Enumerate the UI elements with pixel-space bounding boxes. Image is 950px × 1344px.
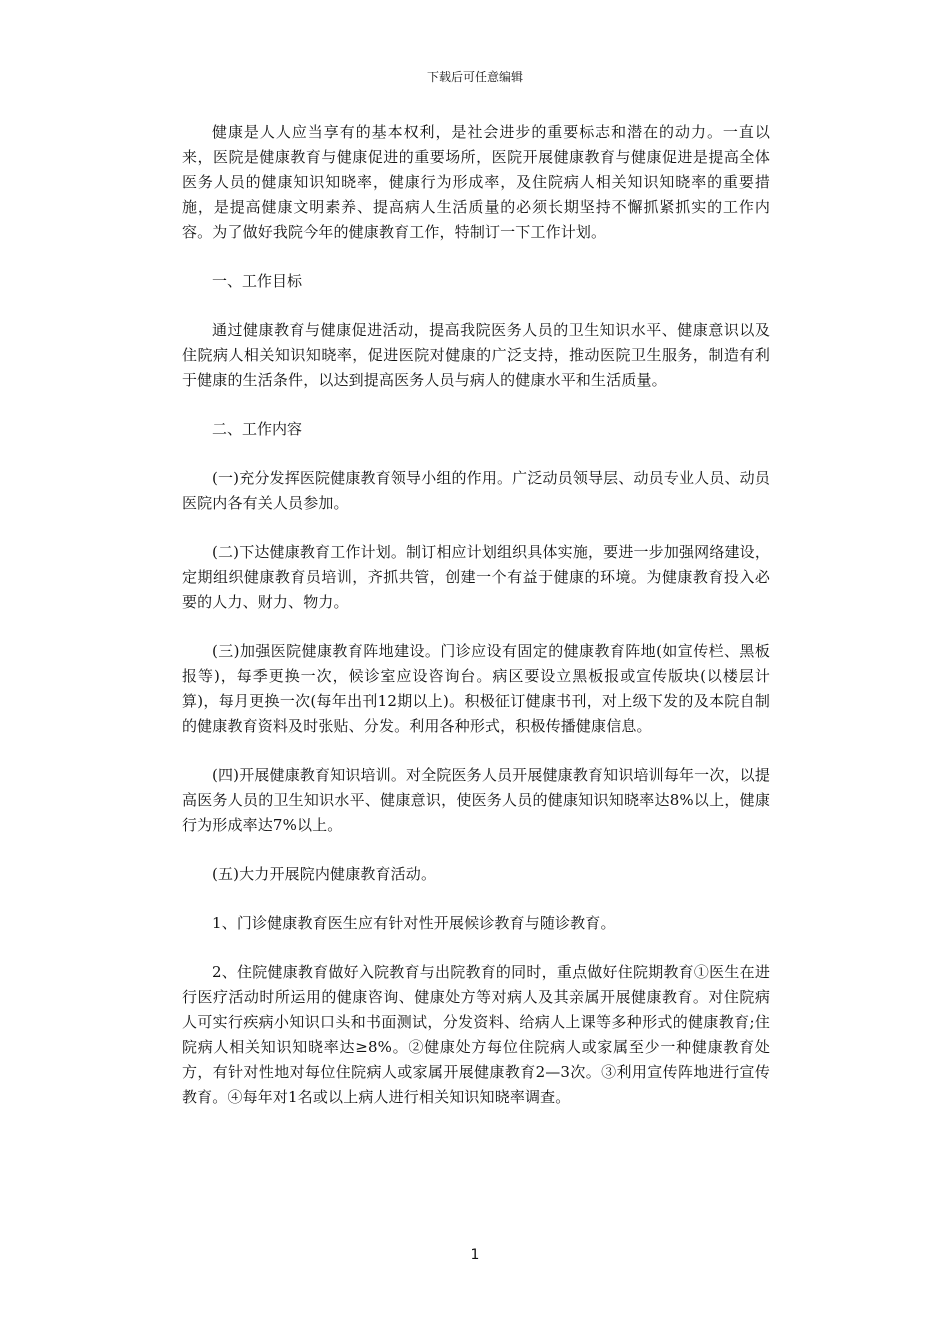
content-item-1: (一)充分发挥医院健康教育领导小组的作用。广泛动员领导层、动员专业人员、动员医院内各有关人员参加。 — [182, 469, 770, 512]
content-item-5: (五)大力开展院内健康教育活动。 — [212, 865, 437, 883]
intro-paragraph: 健康是人人应当享有的基本权利，是社会进步的重要标志和潜在的动力。一直以来，医院是健康教育与健康促进的重要场所，医院开展健康教育与健康促进是提高全体医务人员的健康知识知晓率，健康行为形成率，及住院病人相关知识知晓率的重要措施，是提高健康文明素养、提高病人生活质量的必须长期坚持不懈抓紧抓实的工作内容。为了做好我院今年的健康教育工作，特制订一下工作计划。 — [182, 123, 770, 241]
page-header: 下载后可任意编辑 — [426, 70, 523, 84]
content-item-3: (三)加强医院健康教育阵地建设。门诊应设有固定的健康教育阵地(如宣传栏、黑板报等)，每季更换一次，候诊室应设咨询台。病区要设立黑板报或宣传版块(以楼层计算)，每月更换一次(每年出刊12期以上)。积极征订健康书刊，对上级下发的及本院自制的健康教育资料及时张贴、分发。利用各种形式，积极传播健康信息。 — [182, 642, 770, 735]
document-body — [182, 120, 770, 1134]
content-item-2: (二)下达健康教育工作计划。制订相应计划组织具体实施，要进一步加强网络建设，定期组织健康教育员培训，齐抓共管，创建一个有益于健康的环境。为健康教育投入必要的人力、财力、物力。 — [182, 543, 770, 611]
content-subitem-1: 1、门诊健康教育医生应有针对性开展候诊教育与随诊教育。 — [212, 914, 616, 932]
page-number: 1 — [470, 1247, 480, 1263]
content-subitem-2: 2、住院健康教育做好入院教育与出院教育的同时，重点做好住院期教育①医生在进行医疗活动时所运用的健康咨询、健康处方等对病人及其亲属开展健康教育。对住院病人可实行疾病小知识口头和书面测试，分发资料、给病人上课等多种形式的健康教育;住院病人相关知识知晓率达≥8%。②健康处方每位住院病人或家属至少一种健康教育处方，有针对性地对每位住院病人或家属开展健康教育2—3次。③利用宣传阵地进行宣传教育。④每年对1名或以上病人进行相关知识知晓率调查。 — [182, 963, 770, 1106]
section-heading-goals: 一、工作目标 — [212, 272, 303, 290]
content-item-4: (四)开展健康教育知识培训。对全院医务人员开展健康教育知识培训每年一次，以提高医务人员的卫生知识水平、健康意识，使医务人员的健康知识知晓率达8%以上，健康行为形成率达7%以上。 — [182, 766, 770, 834]
goals-paragraph: 通过健康教育与健康促进活动，提高我院医务人员的卫生知识水平、健康意识以及住院病人相关知识知晓率，促进医院对健康的广泛支持，推动医院卫生服务，制造有利于健康的生活条件，以达到提高医务人员与病人的健康水平和生活质量。 — [182, 321, 770, 389]
section-heading-content: 二、工作内容 — [212, 420, 303, 438]
